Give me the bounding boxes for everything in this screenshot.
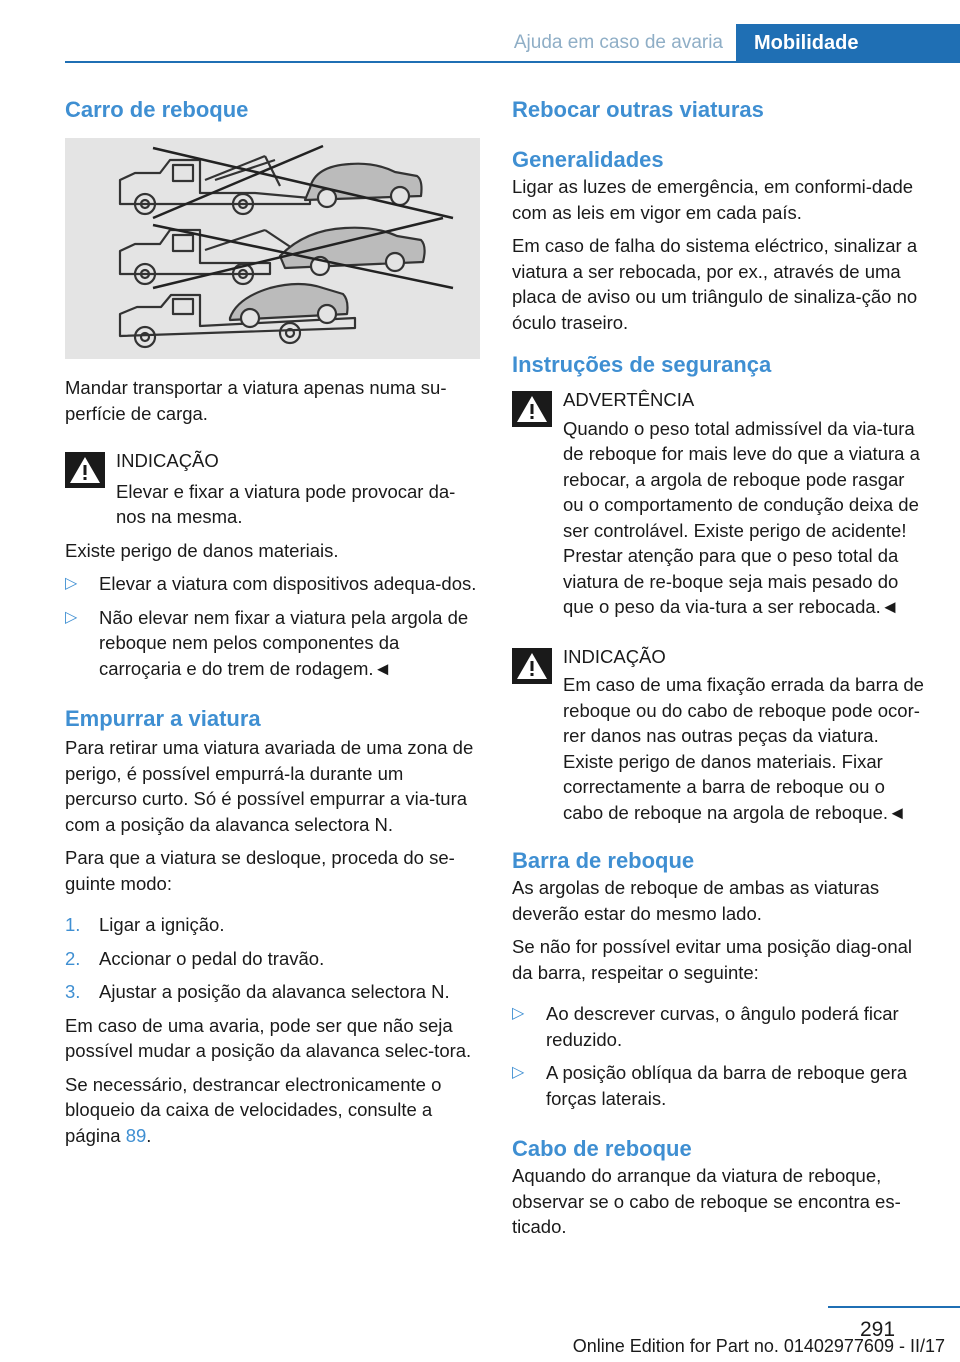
- list-item: [512, 1060, 927, 1111]
- triangle-bullet-icon: ▷: [65, 575, 78, 592]
- list-item: [512, 1001, 927, 1052]
- warning-triangle-icon: [512, 648, 552, 684]
- page-reference-link[interactable]: 89: [125, 1124, 147, 1146]
- section-title-tow-truck: Carro de reboque: [65, 97, 249, 122]
- list-item: [65, 912, 480, 938]
- towbar-paragraph-2: Se não for possível evitar uma posição diag-onal da barra, respeitar o seguinte:: [512, 936, 913, 983]
- bullet-text: Ao descrever curvas, o ângulo poderá ficar reduzido.: [546, 1003, 899, 1050]
- towbar-bullet-list: [512, 1001, 927, 1111]
- section-title-tow-other: Rebocar outras viaturas: [512, 97, 764, 122]
- general-paragraph-2: Em caso de falha do sistema eléctrico, sinalizar a viatura a ser rebocada, por ex., através de uma placa de aviso ou um triângulo de sinaliza-ção no óculo traseiro.: [512, 235, 918, 333]
- notice-block-towbar: [512, 644, 927, 826]
- notice-label: INDICAÇÃO: [116, 450, 219, 471]
- push-paragraph-1: Para retirar uma viatura avariada de uma zona de perigo, é possível empurrá-la durante um percurso curto. Só é possível empurrar a via-tura com a posição da alavanca selectora N.: [65, 737, 474, 835]
- notice-bullet-list: [65, 571, 480, 681]
- towbar-paragraph-1: As argolas de reboque de ambas as viaturas deverão estar do mesmo lado.: [512, 877, 880, 924]
- warning-triangle-icon: [512, 391, 552, 427]
- notice-text-wrap: [563, 672, 927, 825]
- warning-triangle-icon: [65, 452, 105, 488]
- triangle-bullet-icon: ▷: [65, 608, 78, 626]
- bullet-text: Não elevar nem fixar a viatura pela argola de reboque nem pelos componentes da carroçaria e do trem de rodagem.◄: [99, 606, 469, 679]
- notice-text-2: Existe perigo de danos materiais.: [65, 539, 339, 561]
- page-number: 291: [860, 1318, 896, 1341]
- warning-label: ADVERTÊNCIA: [563, 389, 695, 410]
- list-item: [65, 946, 480, 972]
- tow-truck-diagram: [65, 138, 480, 359]
- general-paragraph-1: Ligar as luzes de emergência, em conformi-dade com as leis em vigor em cada país.: [512, 176, 914, 223]
- list-item: [65, 605, 480, 682]
- warning-text-wrap: [563, 416, 927, 620]
- list-item: [65, 979, 480, 1005]
- tow-truck-illustration: [65, 138, 480, 359]
- notice-text: Em caso de uma fixação errada da barra de reboque ou do cabo de reboque pode ocor-rer danos nas outras peças da viatura. Existe perigo de danos materiais. Fixar correctamente a barra de reboque ou o cabo de reboque na argola de reboque.◄: [563, 674, 924, 823]
- subsection-title-cable: Cabo de reboque: [512, 1136, 692, 1161]
- push-paragraph-4-text: Se necessário, destrancar electronicamente o bloqueio da caixa de velocidades, consulte a página: [65, 1073, 442, 1146]
- subsection-title-push: Empurrar a viatura: [65, 706, 261, 731]
- triangle-bullet-icon: ▷: [512, 1005, 525, 1022]
- triangle-bullet-icon: ▷: [512, 1064, 525, 1081]
- warning-block: [512, 387, 927, 620]
- step-text: Ligar a ignição.: [99, 914, 225, 935]
- page-header: [0, 0, 960, 62]
- notice-text-first-line: [116, 479, 480, 530]
- subsection-title-towbar: Barra de reboque: [512, 848, 695, 873]
- step-text: Accionar o pedal do travão.: [99, 947, 325, 969]
- bullet-text: A posição oblíqua da barra de reboque gera forças laterais.: [546, 1062, 908, 1109]
- warning-text: Quando o peso total admissível da via-tura de reboque for mais leve do que a viatura a rebocar, a argola de reboque pode rasgar ou o comportamento de condução deixa de ser controlável. Existe perigo de acidente! Prestar atenção para que o peso total da viatura de re-boque seja mais pesado do que o peso da via-tura a ser rebocada.◄: [563, 417, 920, 617]
- push-paragraph-4: [65, 1072, 480, 1149]
- notice-label: INDICAÇÃO: [563, 645, 666, 667]
- push-steps-list: [65, 912, 480, 1005]
- push-paragraph-4-end: .: [146, 1124, 152, 1146]
- bullet-text: Elevar a viatura com dispositivos adequa-dos.: [99, 573, 477, 594]
- subsection-title-safety: Instruções de segurança: [512, 352, 772, 377]
- header-rule: [65, 61, 960, 63]
- header-chapter-tab[interactable]: Mobilidade: [736, 24, 960, 62]
- left-column: [65, 96, 480, 1148]
- figure-caption: Mandar transportar a viatura apenas numa su-perfície de carga.: [65, 377, 447, 424]
- push-paragraph-3: Em caso de uma avaria, pode ser que não seja possível mudar a posição da alavanca selec-tora.: [65, 1014, 472, 1061]
- footer-rule: [828, 1306, 960, 1308]
- header-section-title: Ajuda em caso de avaria: [513, 32, 723, 53]
- push-paragraph-2: Para que a viatura se desloque, proceda do se-guinte modo:: [65, 847, 455, 894]
- step-number: 3.: [65, 981, 81, 1002]
- footer-edition-text: Online Edition for Part no. 01402977609 - II/17: [572, 1336, 945, 1356]
- step-text: Ajustar a posição da alavanca selectora N.: [99, 981, 450, 1002]
- step-number: 1.: [65, 914, 81, 935]
- notice-text: Elevar e fixar a viatura pode provocar da-nos na mesma.: [116, 480, 456, 527]
- notice-block-lifting: [65, 448, 480, 530]
- cable-paragraph-1: Aquando do arranque da viatura de reboque, observar se o cabo de reboque se encontra es-ticado.: [512, 1165, 901, 1237]
- subsection-title-general: Generalidades: [512, 147, 664, 172]
- right-column: [512, 96, 927, 1240]
- step-number: 2.: [65, 947, 81, 969]
- list-item: [65, 571, 480, 597]
